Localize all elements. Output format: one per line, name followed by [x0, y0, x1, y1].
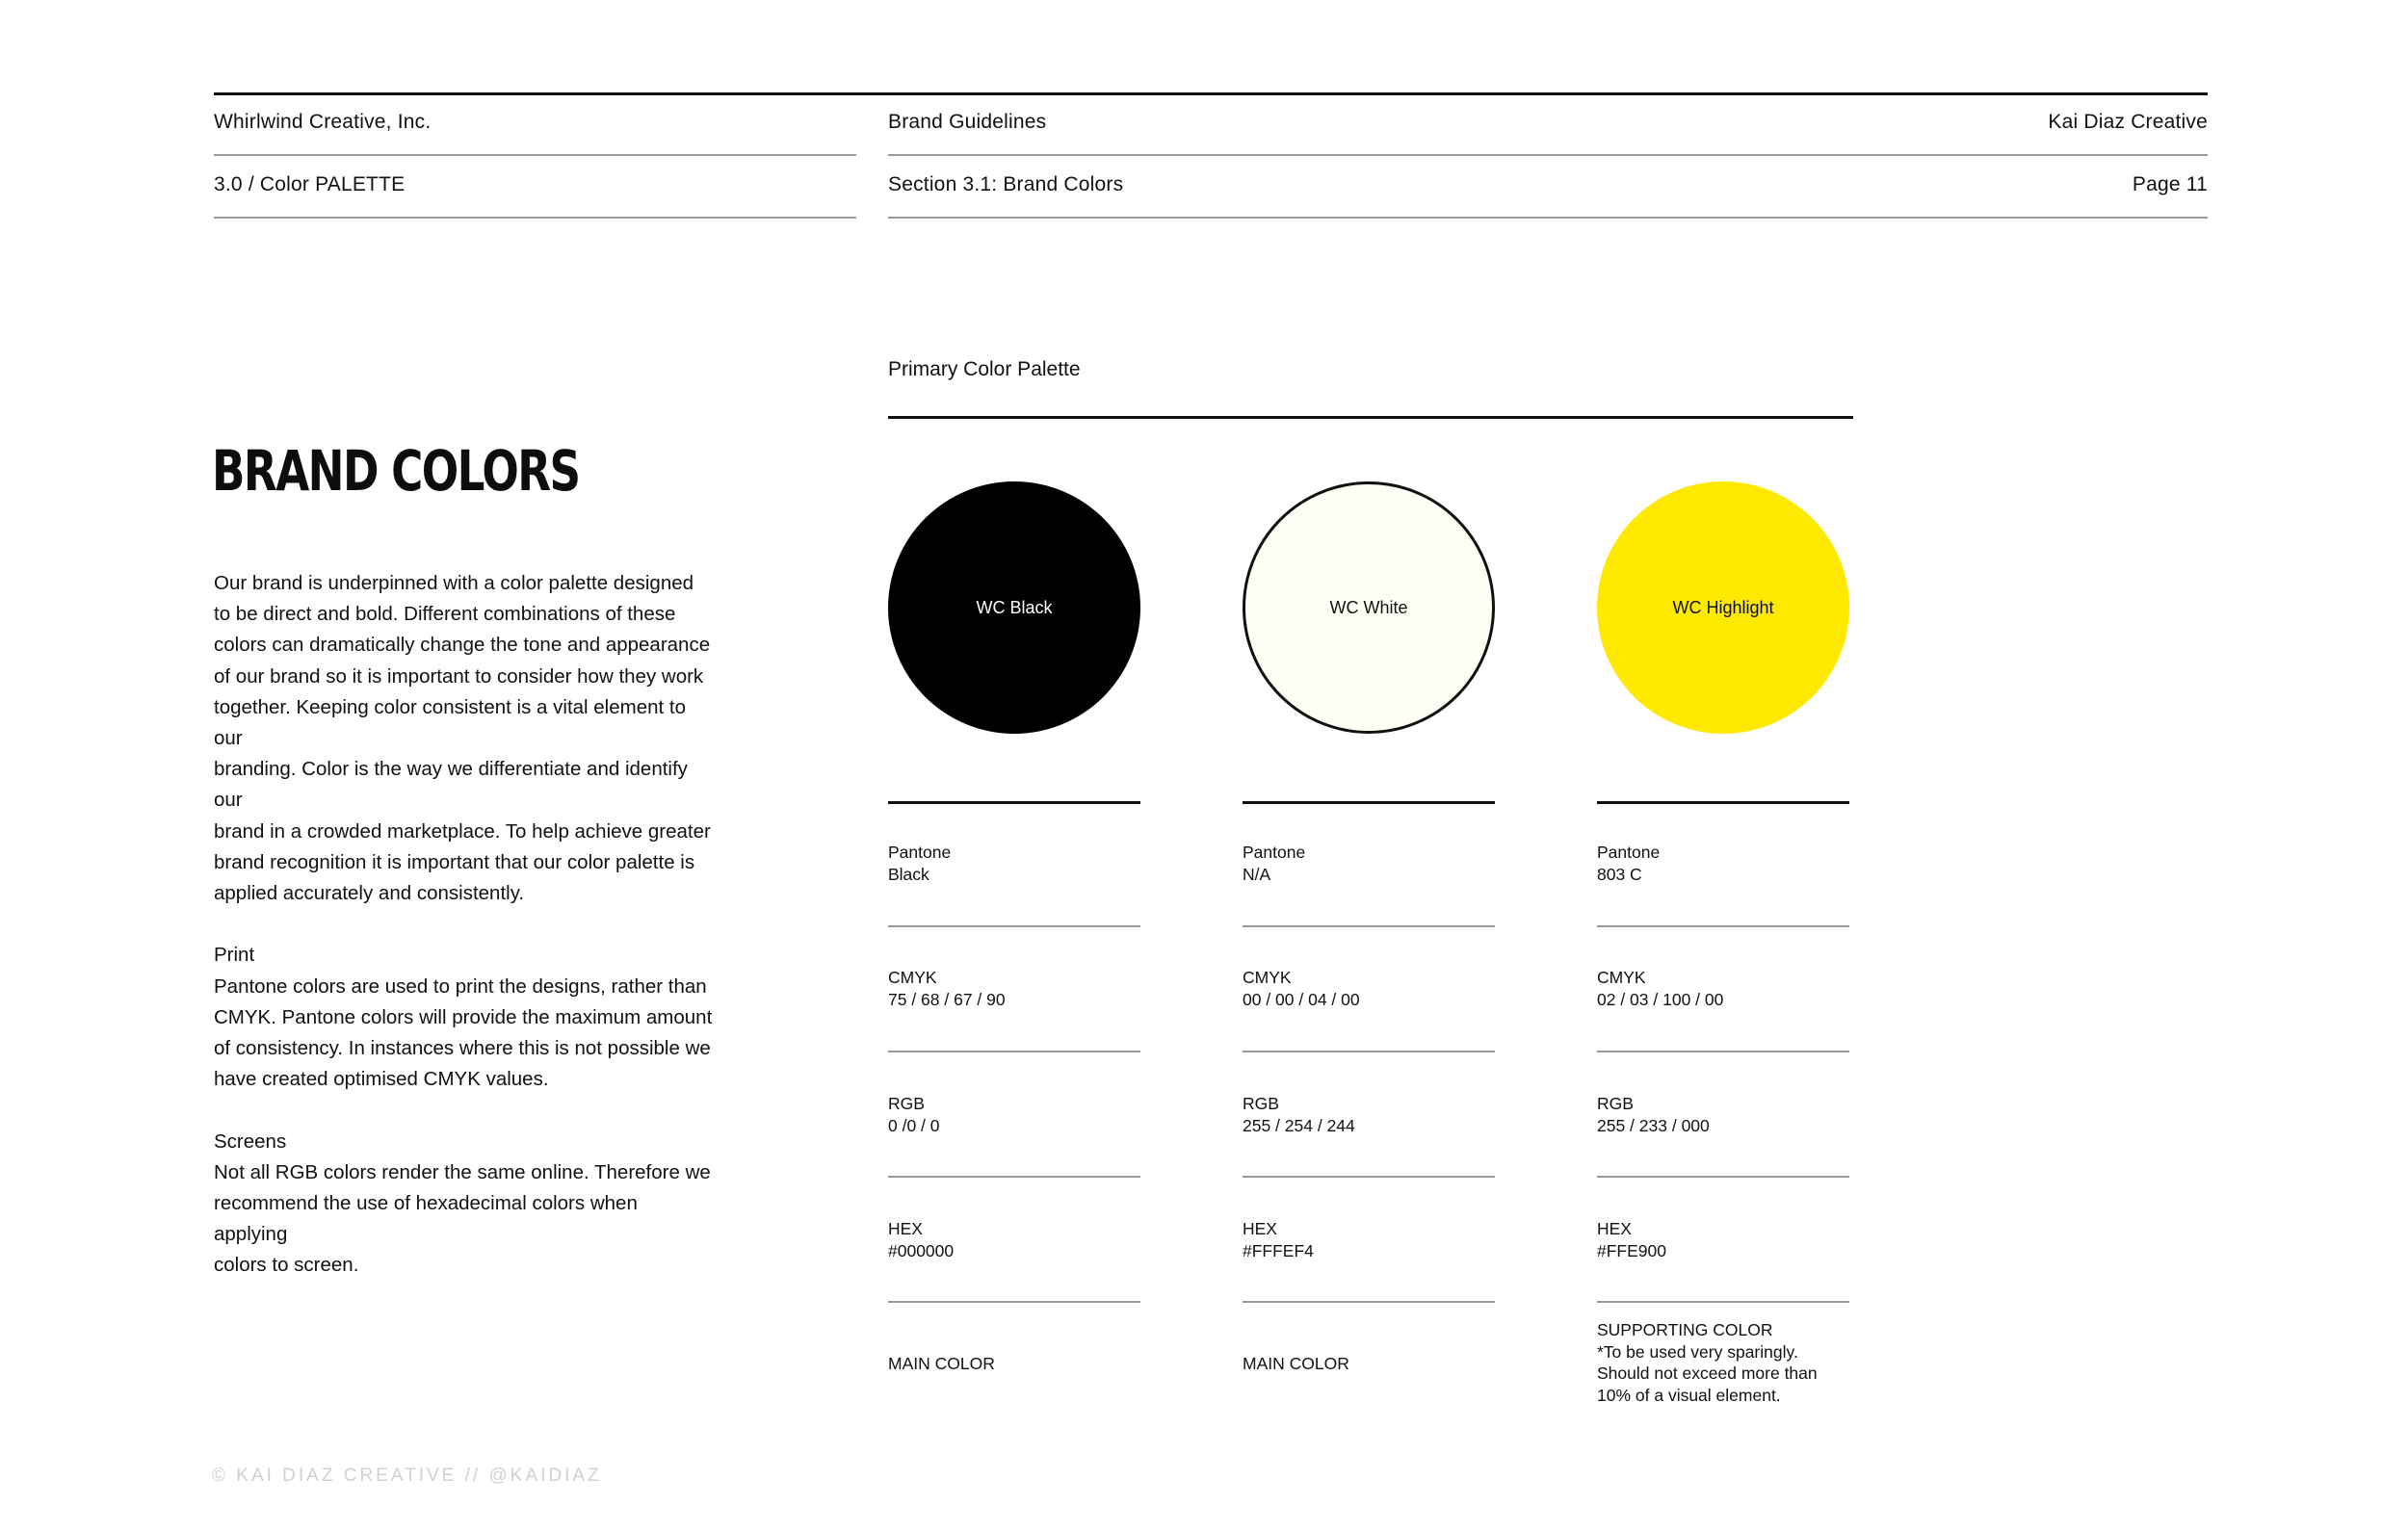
screens-line: recommend the use of hexadecimal colors when applying [214, 1192, 638, 1246]
section-number: 3.0 / Color PALETTE [214, 173, 406, 195]
intro-line: branding. Color is the way we differentiate and identify our [214, 758, 688, 812]
intro-line: of our brand so it is important to consider how they work [214, 664, 704, 688]
page-number: Page 11 [2132, 173, 2208, 195]
spec-rule [1597, 1051, 1849, 1052]
spec-rule [1243, 1176, 1495, 1178]
spec-rule [1597, 925, 1849, 927]
spec-rule [1243, 925, 1495, 927]
print-heading: Print [214, 944, 255, 967]
hex-value: #FFE900 [1597, 1240, 1666, 1260]
page-heading: BRAND COLORS [212, 438, 580, 504]
spec-rule [1597, 1176, 1849, 1178]
spec-rule [1597, 1301, 1849, 1303]
palette-label: Primary Color Palette [888, 358, 1081, 380]
print-line: have created optimised CMYK values. [214, 1068, 549, 1091]
rgb-value: 0 /0 / 0 [888, 1115, 940, 1135]
pantone-spec [1597, 842, 1660, 885]
print-line: of consistency. In instances where this is not possible we [214, 1037, 711, 1060]
hex-spec [1243, 1218, 1314, 1261]
rgb-spec [1597, 1093, 1710, 1136]
hex-label: HEX [1597, 1219, 1632, 1238]
cmyk-label: CMYK [1243, 968, 1292, 987]
spec-rule [888, 1176, 1140, 1178]
rgb-label: RGB [1243, 1094, 1279, 1113]
company-name: Whirlwind Creative, Inc. [214, 111, 432, 133]
screens-line: Not all RGB colors render the same online. Therefore we [214, 1160, 711, 1183]
header-rule-right-2 [888, 217, 2208, 219]
document-title: Brand Guidelines [888, 111, 1047, 133]
cmyk-value: 02 / 03 / 100 / 00 [1597, 989, 1724, 1009]
pantone-spec [1243, 842, 1305, 885]
swatch-wc-black [888, 481, 1140, 734]
usage-note-line: *To be used very sparingly. [1597, 1341, 1798, 1362]
usage-note [888, 1353, 995, 1375]
intro-line: colors can dramatically change the tone and appearance [214, 634, 711, 657]
swatch-label: WC White [1329, 597, 1408, 617]
cmyk-value: 00 / 00 / 04 / 00 [1243, 989, 1360, 1009]
rgb-spec [888, 1093, 940, 1136]
spec-rule [888, 925, 1140, 927]
header-top-rule [214, 92, 2208, 95]
swatch-wc-white [1243, 481, 1495, 734]
rgb-spec [1243, 1093, 1355, 1136]
header-rule-left-1 [214, 154, 856, 156]
author-name: Kai Diaz Creative [2048, 111, 2208, 133]
header-rule-left-2 [214, 217, 856, 219]
spec-rule [1243, 1301, 1495, 1303]
usage-note-line: SUPPORTING COLOR [1597, 1320, 1773, 1339]
swatch-wc-highlight [1597, 481, 1849, 734]
spec-rule [888, 1301, 1140, 1303]
column-rule [888, 801, 1140, 804]
cmyk-value: 75 / 68 / 67 / 90 [888, 989, 1006, 1009]
hex-label: HEX [888, 1219, 923, 1238]
spec-rule [888, 1051, 1140, 1052]
usage-note [1597, 1319, 1818, 1406]
column-rule [1597, 801, 1849, 804]
footer-credit: © KAI DIAZ CREATIVE // @KAIDIAZ [212, 1466, 602, 1486]
rgb-value: 255 / 233 / 000 [1597, 1115, 1710, 1135]
rgb-value: 255 / 254 / 244 [1243, 1115, 1355, 1135]
pantone-label: Pantone [1597, 843, 1661, 862]
pantone-label: Pantone [888, 843, 952, 862]
intro-line: to be direct and bold. Different combinations of these [214, 603, 676, 626]
cmyk-label: CMYK [888, 968, 937, 987]
swatch-label: WC Black [976, 597, 1053, 617]
intro-line: applied accurately and consistently. [214, 882, 525, 905]
cmyk-spec [888, 967, 1006, 1010]
palette-rule [888, 416, 1853, 419]
cmyk-spec [1243, 967, 1360, 1010]
print-line: Pantone colors are used to print the designs, rather than [214, 974, 707, 998]
screens-line: colors to screen. [214, 1254, 359, 1277]
hex-spec [1597, 1218, 1666, 1261]
pantone-value: N/A [1243, 864, 1271, 884]
hex-spec [888, 1218, 954, 1261]
pantone-label: Pantone [1243, 843, 1306, 862]
intro-line: Our brand is underpinned with a color palette designed [214, 572, 694, 594]
body-copy [214, 568, 715, 1282]
section-title: Section 3.1: Brand Colors [888, 173, 1124, 195]
spec-rule [1243, 1051, 1495, 1052]
header-rule-right-1 [888, 154, 2208, 156]
cmyk-label: CMYK [1597, 968, 1646, 987]
usage-note-line: MAIN COLOR [1243, 1354, 1349, 1373]
swatch-label: WC Highlight [1672, 597, 1774, 617]
intro-line: brand recognition it is important that our color palette is [214, 850, 695, 873]
intro-line: together. Keeping color consistent is a vital element to our [214, 695, 687, 750]
usage-note-line: 10% of a visual element. [1597, 1385, 1781, 1405]
hex-value: #000000 [888, 1240, 955, 1260]
usage-note [1243, 1353, 1349, 1375]
hex-label: HEX [1243, 1219, 1277, 1238]
usage-note-line: MAIN COLOR [888, 1354, 995, 1373]
rgb-label: RGB [1597, 1094, 1634, 1113]
print-line: CMYK. Pantone colors will provide the maximum amount [214, 1005, 713, 1028]
cmyk-spec [1597, 967, 1723, 1010]
screens-heading: Screens [214, 1130, 287, 1153]
pantone-spec [888, 842, 951, 885]
hex-value: #FFFEF4 [1243, 1240, 1314, 1260]
column-rule [1243, 801, 1495, 804]
rgb-label: RGB [888, 1094, 925, 1113]
intro-line: brand in a crowded marketplace. To help achieve greater [214, 819, 711, 843]
pantone-value: 803 C [1597, 864, 1642, 884]
usage-note-line: Should not exceed more than [1597, 1363, 1818, 1383]
pantone-value: Black [888, 864, 929, 884]
